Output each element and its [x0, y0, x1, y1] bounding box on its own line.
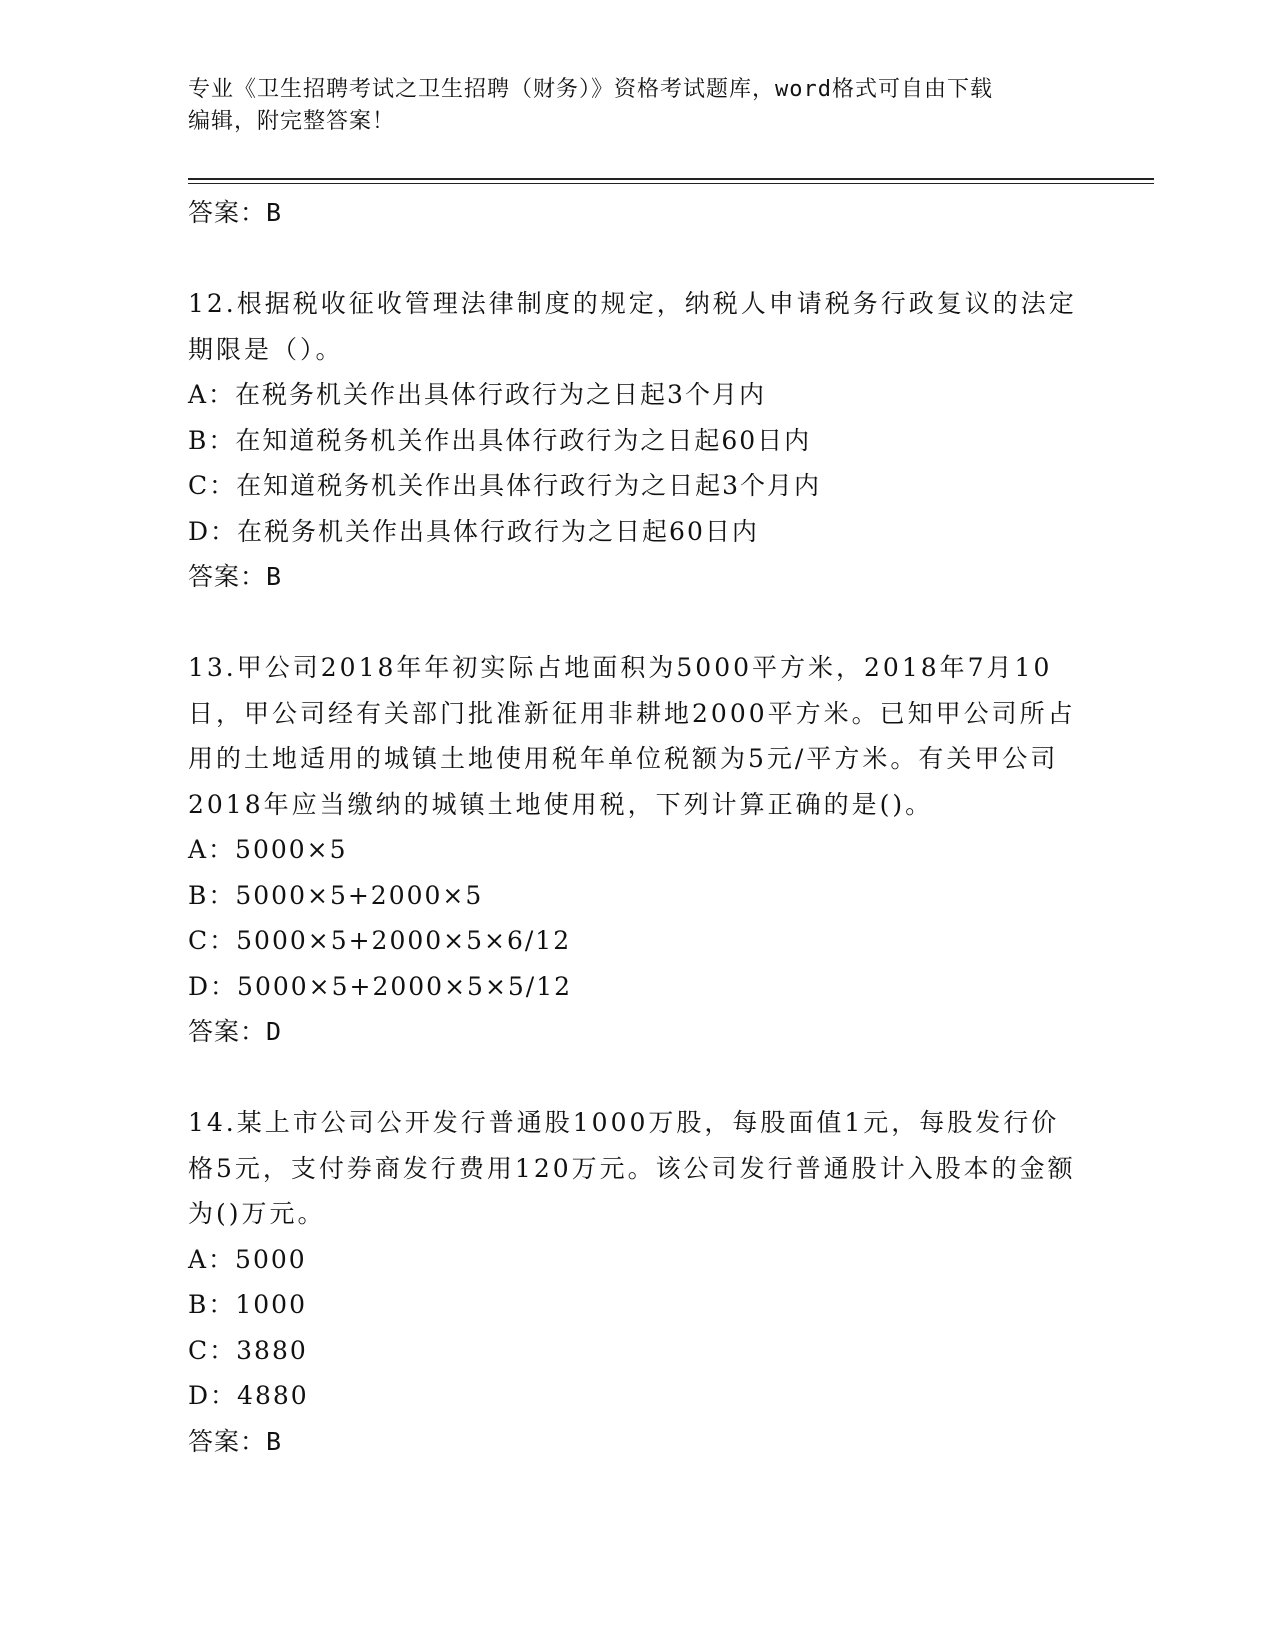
- answer-line: 答案：B: [188, 1426, 283, 1456]
- option-b: B：在知道税务机关作出具体行政行为之日起60日内: [188, 425, 812, 455]
- spacer: [188, 600, 1088, 645]
- header-divider-thin: [188, 183, 1154, 184]
- option-d: D：在税务机关作出具体行政行为之日起60日内: [188, 516, 759, 546]
- option-a: A：在税务机关作出具体行政行为之日起3个月内: [188, 380, 766, 409]
- spacer: [188, 236, 1088, 281]
- option-b: B：5000×5+2000×5: [188, 880, 484, 910]
- question-stem: 13.甲公司2018年年初实际占地面积为5000平方米，2018年7月10日，甲公司经有关部门批准新征用非耕地2000平方米。已知甲公司所占用的土地适用的城镇土地使用税年单位税额为5元/平方米。有关甲公司2018年应当缴纳的城镇土地使用税，下列计算正确的是()。: [188, 653, 1076, 819]
- spacer: [188, 1055, 1088, 1100]
- option-d: D：4880: [188, 1381, 309, 1410]
- question-stem: 14.某上市公司公开发行普通股1000万股，每股面值1元，每股发行价格5元，支付券商发行费用120万元。该公司发行普通股计入股本的金额为()万元。: [188, 1108, 1076, 1228]
- option-d: D：5000×5+2000×5×5/12: [188, 971, 573, 1001]
- question-block: [188, 1100, 1088, 1465]
- option-c: C：在知道税务机关作出具体行政行为之日起3个月内: [188, 471, 822, 500]
- question-block: [188, 281, 1088, 600]
- option-c: C：5000×5+2000×5×6/12: [188, 926, 572, 955]
- header-divider-thick: [188, 178, 1154, 180]
- answer-line: 答案：B: [188, 562, 283, 591]
- answer-line: 答案：D: [188, 1017, 283, 1046]
- question-stem: 12.根据税收征收管理法律制度的规定，纳税人申请税务行政复议的法定期限是（）。: [188, 289, 1077, 364]
- question-block: [188, 645, 1088, 1055]
- option-c: C：3880: [188, 1335, 308, 1365]
- option-a: A：5000×5: [188, 835, 348, 864]
- question-content: [188, 190, 1088, 1465]
- option-a: A：5000: [188, 1244, 307, 1274]
- header-line-2: 编辑，附完整答案！: [188, 109, 396, 134]
- answer-line: 答案：B: [188, 198, 283, 227]
- header-line-1: 专业《卫生招聘考试之卫生招聘（财务）》资格考试题库，word格式可自由下载: [188, 77, 993, 102]
- document-header: [188, 74, 1088, 138]
- option-b: B：1000: [188, 1290, 307, 1319]
